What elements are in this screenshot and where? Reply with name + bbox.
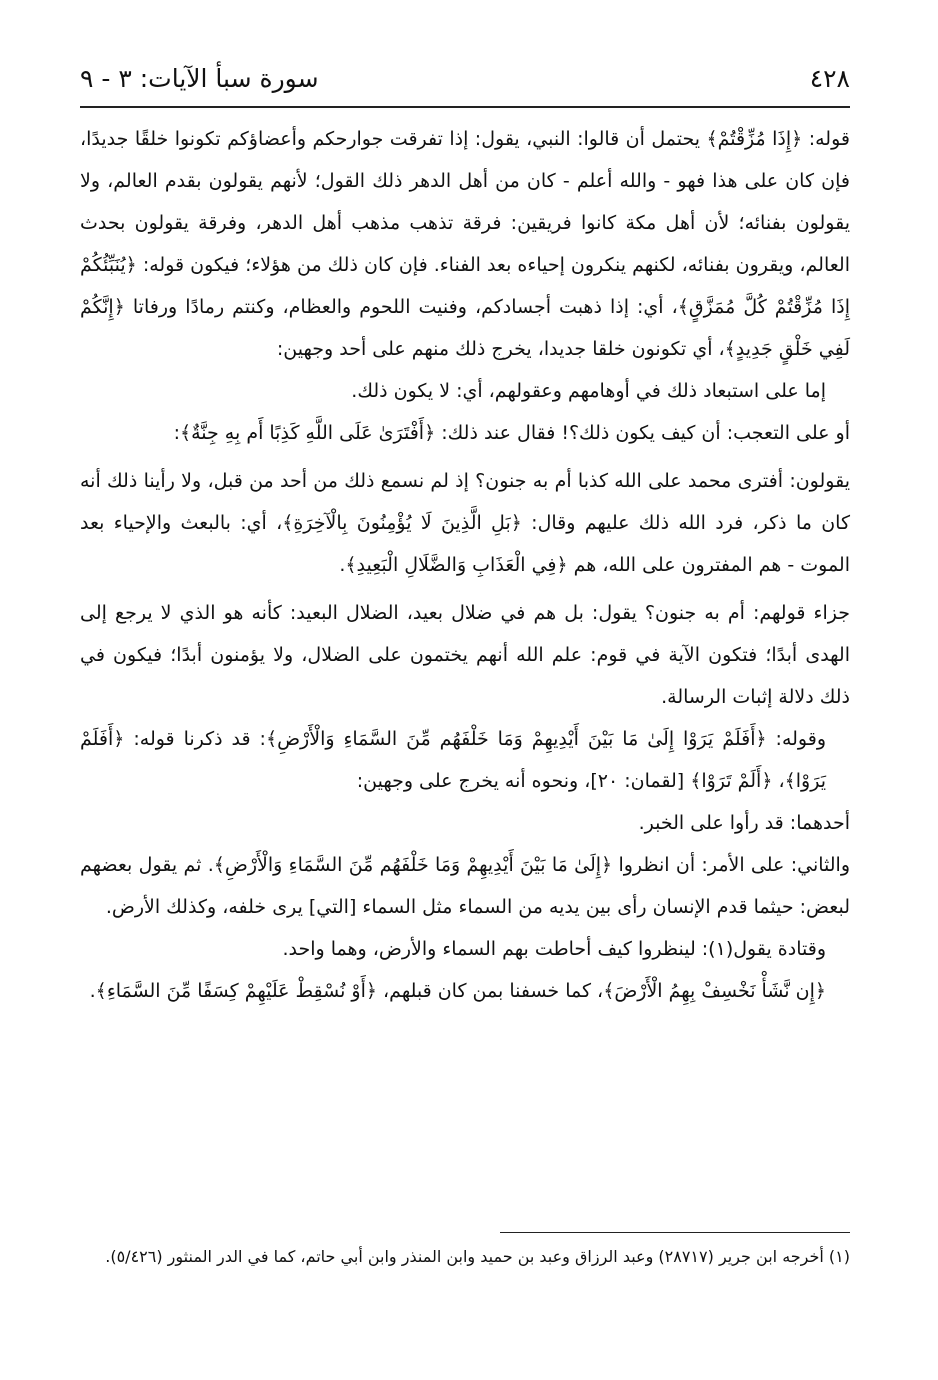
- page-header: [80, 58, 850, 98]
- paragraph: أحدهما: قد رأوا على الخبر.: [638, 812, 850, 834]
- paragraph: ﴿إِن نَّشَأْ نَخْسِفْ بِهِمُ الْأَرْضَ﴾، كما خسفنا بمن كان قبلهم، ﴿أَوْ نُسْقِطْ عَلَيْهِمْ كِسَفًا مِّنَ السَّمَاءِ﴾.: [89, 980, 826, 1002]
- paragraph: يقولون: أفترى محمد على الله كذبا أم به جنون؟ إذ لم نسمع ذلك من أحد من قبل، ولا رأينا ذلك أنه كان ما ذكر، فرد الله ذلك عليهم وقال: ﴿بَلِ الَّذِينَ لَا يُؤْمِنُونَ بِالْآخِرَةِ﴾، أي: بالبعث والإحياء بعد الموت - هم المفترون على الله، هم ﴿فِي الْعَذَابِ وَالضَّلَالِ الْبَعِيدِ﴾.: [80, 470, 850, 576]
- page-number: ٤٢٨: [809, 63, 850, 93]
- paragraph: إما على استبعاد ذلك في أوهامهم وعقولهم، أي: لا يكون ذلك.: [351, 380, 826, 402]
- footnote: (١) أخرجه ابن جرير (٢٨٧١٧) وعبد الرزاق وعبد بن حميد وابن المنذر وابن أبي حاتم، كما في الدر المنثور (٥/٤٢٦).: [105, 1247, 850, 1266]
- paragraph: وقتادة يقول(١): لينظروا كيف أحاطت بهم السماء والأرض، وهما واحد.: [282, 938, 826, 960]
- main-text: [80, 118, 850, 1012]
- paragraph: أو على التعجب: أن كيف يكون ذلك؟! فقال عند ذلك: ﴿أَفْتَرَىٰ عَلَى اللَّهِ كَذِبًا أَم بِهِ جِنَّةٌ﴾:: [173, 422, 850, 444]
- footnote-divider: [500, 1232, 850, 1233]
- paragraph: وقوله: ﴿أَفَلَمْ يَرَوْا إِلَىٰ مَا بَيْنَ أَيْدِيهِمْ وَمَا خَلْفَهُم مِّنَ السَّمَاءِ وَالْأَرْضِ﴾: قد ذكرنا قوله: ﴿أَفَلَمْ يَرَوْا﴾، ﴿أَلَمْ تَرَوْا﴾ [لقمان: ٢٠]، ونحوه أنه يخرج على وجهين:: [80, 728, 826, 792]
- paragraph: والثاني: على الأمر: أن انظروا ﴿إِلَىٰ مَا بَيْنَ أَيْدِيهِمْ وَمَا خَلْفَهُم مِّنَ السَّمَاءِ وَالْأَرْضِ﴾. ثم يقول بعضهم لبعض: حيثما قدم الإنسان رأى بين يديه من السماء مثل السماء [التي] يرى خلفه، وكذلك الأرض.: [80, 854, 850, 918]
- paragraph: قوله: ﴿إِذَا مُزِّقْتُمْ﴾ يحتمل أن قالوا: النبي، يقول: إذا تفرقت جوارحكم وأعضاؤكم تكونوا خلقًا جديدًا، فإن كان على هذا فهو - والله أعلم - كان من أهل الدهر ذلك القول؛ لأنهم يقولون بقدم العالم، ولا يقولون بفنائه؛ لأن أهل مكة كانوا فريقين: فرقة تذهب مذهب أهل الدهر، وفرقة يقولون بحدث العالم، ويقرون بفنائه، لكنهم ينكرون إحياءه بعد الفناء. فإن كان ذلك من هؤلاء؛ فيكون قوله: ﴿يُنَبِّئُكُمْ إِذَا مُزِّقْتُمْ كُلَّ مُمَزَّقٍ﴾، أي: إذا ذهبت أجسادكم، وفنيت اللحوم والعظام، وكنتم رمادًا ورفاتا ﴿إِنَّكُمْ لَفِي خَلْقٍ جَدِيدٍ﴾، أي تكونون خلقا جديدا، يخرج ذلك منهم على أحد وجهين:: [80, 128, 850, 360]
- running-title: سورة سبأ الآيات: ٣ - ٩: [80, 63, 319, 93]
- footnotes: [80, 1242, 850, 1272]
- paragraph: جزاء قولهم: أم به جنون؟ يقول: بل هم في ضلال بعيد، الضلال البعيد: كأنه هو الذي لا يرجع إلى الهدى أبدًا؛ فتكون الآية في قوم: علم الله أنهم يختمون على الضلال، ولا يؤمنون أبدًا؛ فيكون في ذلك دلالة إثبات الرسالة.: [80, 602, 850, 708]
- header-divider: [80, 106, 850, 108]
